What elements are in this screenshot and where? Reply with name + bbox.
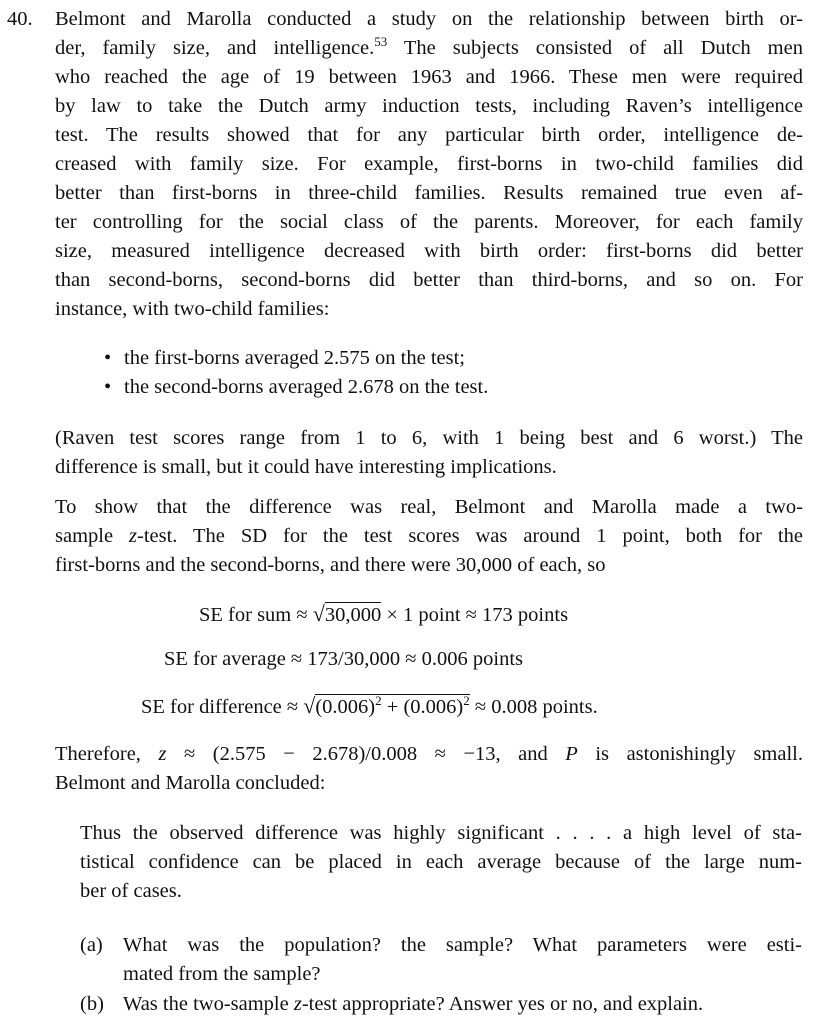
text-line: To show that the difference was real, Belmont and Marolla made a two- [55, 496, 803, 518]
bullet-item: the first-borns averaged 2.575 on the test; [124, 347, 466, 369]
text-line: first-borns and the second-borns, and there were 30,000 of each, so [55, 554, 606, 576]
footnote-marker: 53 [374, 34, 388, 49]
equation-se-sum [199, 603, 568, 626]
text-line: difference is small, but it could have interesting implications. [55, 456, 557, 478]
bullet-icon: • [104, 347, 112, 369]
text-segment: is astonishingly small. [577, 743, 803, 765]
equation-text: SE for difference ≈ [141, 696, 304, 718]
text-line [55, 744, 803, 765]
equation-text: SE for sum ≈ [199, 604, 313, 626]
problem-number: 40. [7, 8, 33, 30]
bullet-item: the second-borns averaged 2.678 on the test. [124, 376, 489, 398]
sqrt-icon: √ [312, 601, 325, 626]
equation-se-difference [141, 695, 598, 718]
text-line: size, measured intelligence decreased with birth order: first-borns did better [55, 240, 803, 262]
bullet-icon: • [104, 376, 112, 398]
text-line: than second-borns, second-borns did better than third-borns, and so on. For [55, 269, 803, 291]
question-label-b: (b) [80, 993, 104, 1015]
quote-line: ber of cases. [80, 880, 182, 902]
operator: + [381, 696, 404, 718]
text-segment: der, family size, and intelligence. [55, 37, 375, 59]
text-line: creased with family size. For example, first-borns in two-child families did [55, 153, 803, 175]
text-line: (Raven test scores range from 1 to 6, with 1 being best and 6 worst.) The [55, 427, 803, 449]
variable-z: z [129, 525, 138, 547]
radicand: 30,000 [324, 604, 382, 626]
text-segment: -test. The SD for the test scores was around 1 point, both for the [137, 525, 803, 547]
variable-p: P [565, 743, 578, 765]
text-line: Belmont and Marolla concluded: [55, 772, 326, 794]
exponent: 2 [375, 693, 382, 708]
question-label-a: (a) [80, 934, 103, 956]
text-line [55, 34, 803, 59]
sqrt-expression [303, 695, 469, 718]
text-line: instance, with two-child families: [55, 298, 330, 320]
equation-text: × 1 point ≈ 173 points [381, 604, 569, 626]
text-segment: ≈ (2.575 − 2.678)/0.008 ≈ −13, and [166, 743, 566, 765]
text-segment: -test appropriate? Answer yes or no, and explain. [301, 993, 704, 1015]
quote-line: tistical confidence can be placed in each average because of the large num- [80, 851, 802, 873]
equation-se-average: SE for average ≈ 173/30,000 ≈ 0.006 points [164, 648, 523, 670]
term: (0.006) [315, 696, 376, 718]
question-a-line: What was the population? the sample? What parameters were esti- [123, 934, 802, 956]
radicand [315, 694, 469, 718]
question-a-line: mated from the sample? [123, 963, 321, 985]
text-line: test. The results showed that for any particular birth order, intelligence de- [55, 124, 803, 146]
variable-z: z [293, 993, 302, 1015]
text-line: ter controlling for the social class of the parents. Moreover, for each family [55, 211, 803, 233]
text-line: by law to take the Dutch army induction tests, including Raven’s intelligence [55, 95, 803, 117]
exponent: 2 [463, 693, 470, 708]
sqrt-icon: √ [303, 693, 316, 718]
text-segment: Therefore, [55, 743, 159, 765]
variable-z: z [158, 743, 167, 765]
text-line: who reached the age of 19 between 1963 and 1966. These men were required [55, 66, 803, 88]
text-line: Belmont and Marolla conducted a study on the relationship between birth or- [55, 8, 803, 30]
text-segment: Was the two-sample [123, 993, 294, 1015]
text-line [55, 526, 803, 547]
text-segment: The subjects consisted of all Dutch men [387, 37, 803, 59]
quote-line: Thus the observed difference was highly significant . . . . a high level of sta- [80, 822, 802, 844]
text-line: better than first-borns in three-child families. Results remained true even af- [55, 182, 803, 204]
question-b-line [123, 994, 703, 1015]
sqrt-expression [313, 603, 381, 626]
text-segment: sample [55, 525, 130, 547]
term: (0.006) [403, 696, 464, 718]
equation-text: ≈ 0.008 points. [469, 696, 598, 718]
